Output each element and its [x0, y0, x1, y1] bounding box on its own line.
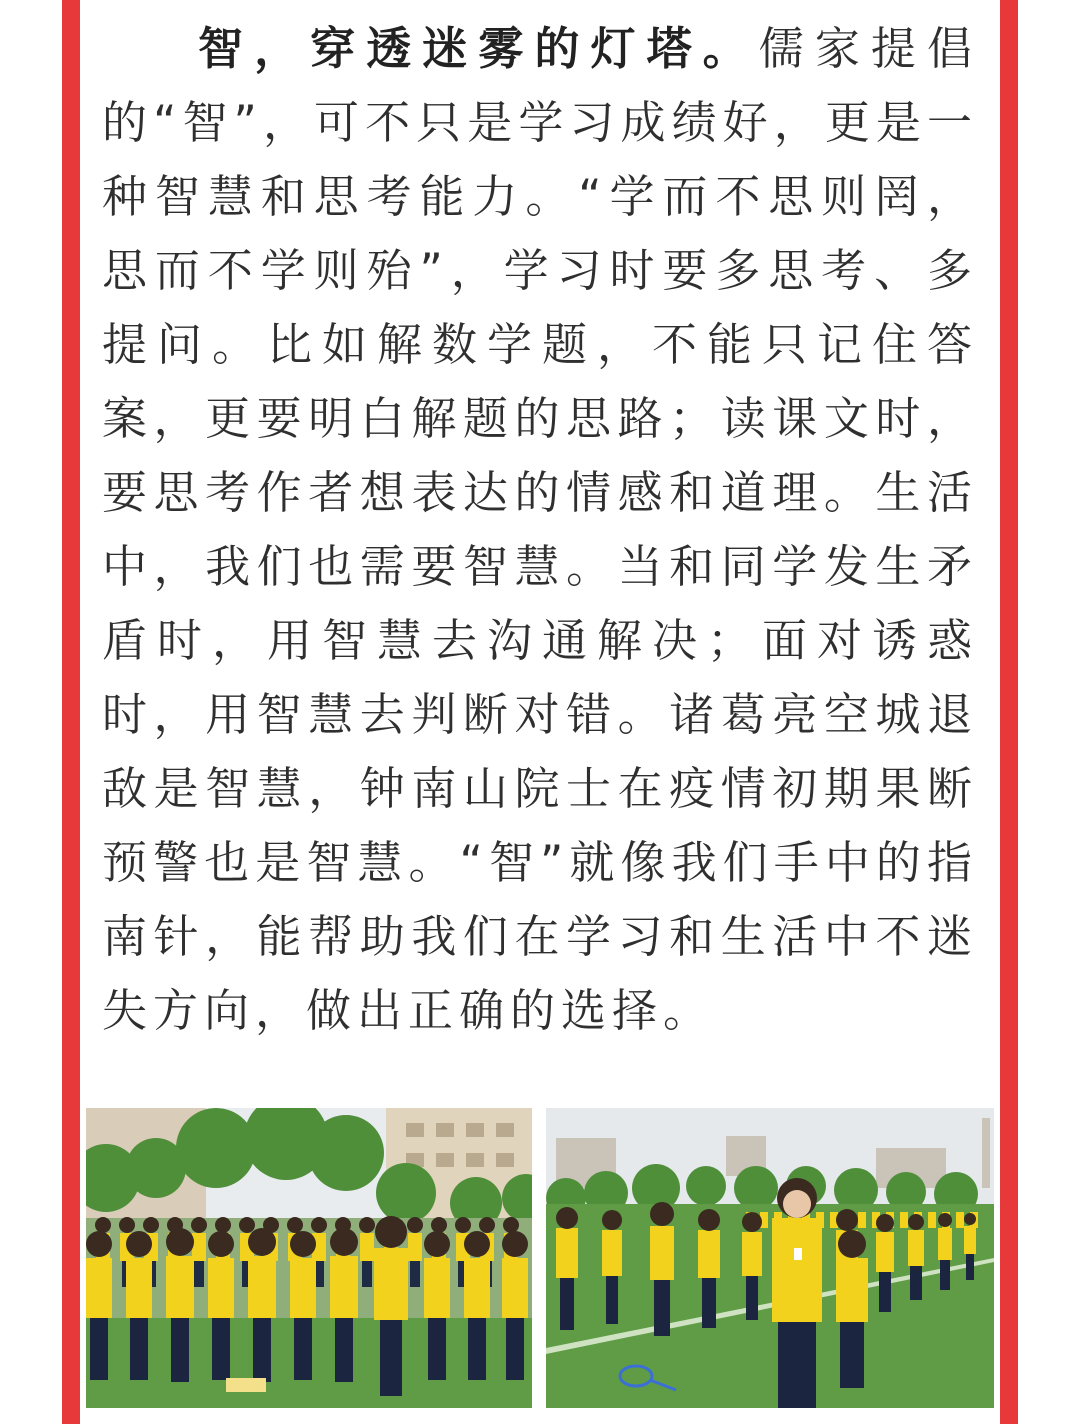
students-photo-left	[86, 1108, 532, 1408]
article-paragraph	[102, 12, 978, 1048]
article-body: 儒家提倡的“智”，可不只是学习成绩好，更是一种智慧和思考能力。“学而不思则罔，思而不学则殆”，学习时要多思考、多提问。比如解数学题，不能只记住答案，更要明白解题的思路；读课文时，要思考作者想表达的情感和道理。生活中，我们也需要智慧。当和同学发生矛盾时，用智慧去沟通解决；面对诱惑时，用智慧去判断对错。诸葛亮空城退敌是智慧，钟南山院士在疫情初期果断预警也是智慧。“智”就像我们手中的指南针，能帮助我们在学习和生活中不迷失方向，做出正确的选择。	[102, 22, 978, 1037]
article-heading: 智，穿透迷雾的灯塔。	[198, 22, 759, 75]
students-field-image-right	[546, 1108, 994, 1408]
right-red-border	[1000, 0, 1018, 1424]
students-field-image-left	[86, 1108, 532, 1408]
students-photo-right	[546, 1108, 994, 1408]
left-red-border	[62, 0, 80, 1424]
